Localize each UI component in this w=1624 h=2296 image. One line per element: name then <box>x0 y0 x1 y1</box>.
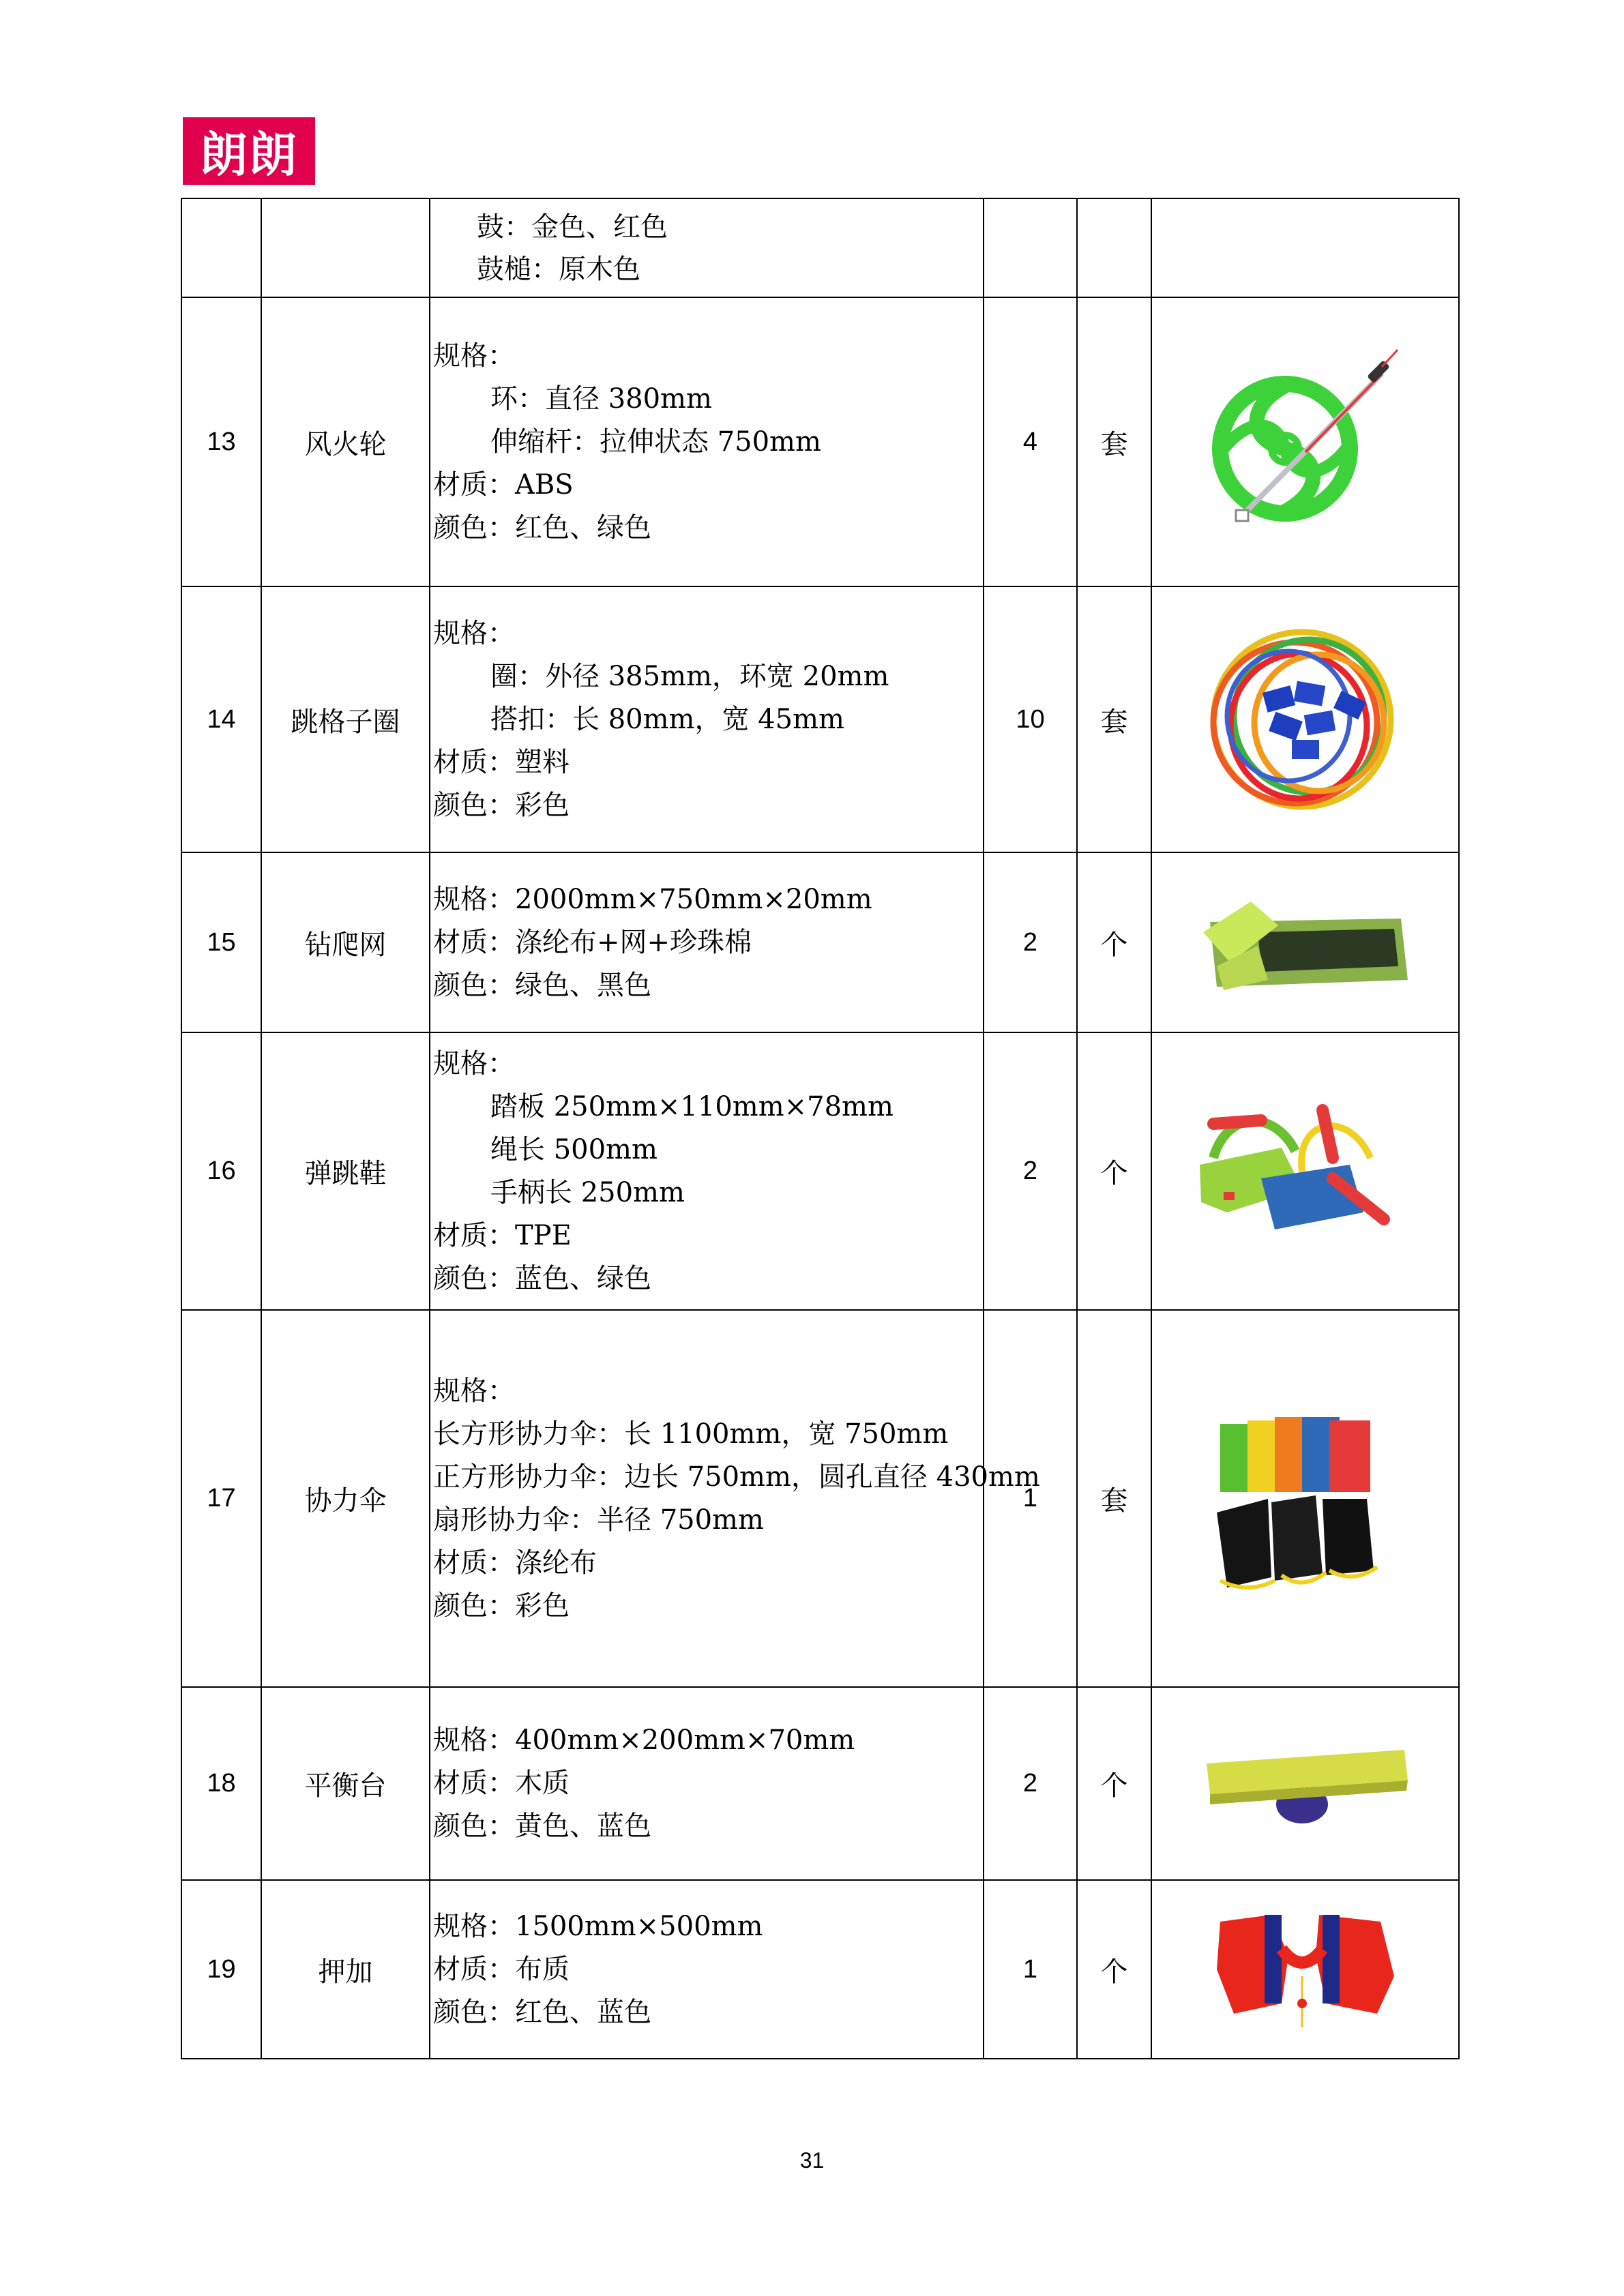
item-image-cell <box>1151 852 1459 1032</box>
spec-line: 规格： <box>433 340 515 372</box>
row-number: 13 <box>181 297 261 586</box>
item-quantity <box>984 198 1077 297</box>
spec-line: 环：直径 380mm <box>490 383 712 415</box>
item-image-cell <box>1151 198 1459 297</box>
item-quantity: 4 <box>984 297 1077 586</box>
spec-line: 颜色：彩色 <box>433 1590 570 1622</box>
spec-line: 伸缩杆：拉伸状态 750mm <box>490 426 821 458</box>
item-quantity: 2 <box>984 852 1077 1032</box>
item-unit: 个 <box>1077 1880 1151 2059</box>
item-unit: 个 <box>1077 1032 1151 1310</box>
row-number: 15 <box>181 852 261 1032</box>
table-row <box>181 586 1459 852</box>
spec-line: 规格： <box>433 1375 515 1407</box>
spec-line: 踏板 250mm×110mm×78mm <box>490 1090 894 1122</box>
cooperation-umbrella-photo <box>1207 1397 1404 1601</box>
item-spec <box>430 297 984 586</box>
item-image-cell <box>1151 1032 1459 1310</box>
spec-line: 搭扣：长 80mm，宽 45mm <box>490 703 844 735</box>
spec-line: 材质：布质 <box>433 1953 570 1985</box>
hopscotch-rings-photo <box>1200 621 1411 818</box>
spec-line: 规格：1500mm×500mm <box>433 1910 763 1942</box>
spec-line: 规格：2000mm×750mm×20mm <box>433 883 872 915</box>
item-image-cell <box>1151 297 1459 586</box>
spec-line: 颜色：黄色、蓝色 <box>433 1810 651 1842</box>
yajia-tug-belt-photo <box>1207 1901 1404 2038</box>
item-image-cell <box>1151 1687 1459 1880</box>
spec-line: 材质：ABS <box>433 468 574 501</box>
item-unit: 个 <box>1077 852 1151 1032</box>
item-name: 协力伞 <box>261 1310 430 1687</box>
item-quantity: 2 <box>984 1687 1077 1880</box>
item-name: 弹跳鞋 <box>261 1032 430 1310</box>
item-spec <box>430 586 984 852</box>
brand-logo <box>183 117 315 185</box>
spec-line: 扇形协力伞：半径 750mm <box>433 1504 764 1536</box>
row-number <box>181 198 261 297</box>
table-row <box>181 1310 1459 1687</box>
spec-line: 颜色：绿色、黑色 <box>433 969 651 1001</box>
spec-line: 鼓：金色、红色 <box>477 211 668 243</box>
spec-line: 颜色：红色、绿色 <box>433 511 651 543</box>
table-row <box>181 297 1459 586</box>
crawl-net-photo <box>1196 884 1415 1000</box>
spec-line: 绳长 500mm <box>490 1133 658 1165</box>
item-quantity: 1 <box>984 1310 1077 1687</box>
item-unit: 套 <box>1077 297 1151 586</box>
spec-line: 颜色：红色、蓝色 <box>433 1996 651 2028</box>
row-number: 19 <box>181 1880 261 2059</box>
row-number: 16 <box>181 1032 261 1310</box>
table-row <box>181 1032 1459 1310</box>
spec-line: 颜色：彩色 <box>433 789 570 821</box>
jumping-shoes-photo <box>1186 1083 1425 1260</box>
spec-line: 材质：涤纶布 <box>433 1547 597 1579</box>
page-number: 31 <box>799 2148 825 2173</box>
item-spec <box>430 852 984 1032</box>
item-image-cell <box>1151 1310 1459 1687</box>
brand-logo-text: 朗朗 <box>200 127 298 183</box>
spec-line: 长方形协力伞：长 1100mm，宽 750mm <box>433 1418 949 1450</box>
item-spec <box>430 1032 984 1310</box>
item-unit: 套 <box>1077 1310 1151 1687</box>
table-row <box>181 1880 1459 2059</box>
item-name: 钻爬网 <box>261 852 430 1032</box>
spec-line: 鼓槌：原木色 <box>477 253 640 285</box>
item-name: 风火轮 <box>261 297 430 586</box>
item-name: 押加 <box>261 1880 430 2059</box>
item-image-cell <box>1151 586 1459 852</box>
spec-line: 规格： <box>433 617 515 649</box>
item-name <box>261 198 430 297</box>
spec-line: 规格： <box>433 1047 515 1079</box>
item-quantity: 1 <box>984 1880 1077 2059</box>
item-unit <box>1077 198 1151 297</box>
wind-fire-wheel-photo <box>1203 346 1408 537</box>
spec-line: 手柄长 250mm <box>490 1176 685 1208</box>
equipment-spec-table <box>181 198 1460 2059</box>
item-name: 平衡台 <box>261 1687 430 1880</box>
row-number: 14 <box>181 586 261 852</box>
spec-line: 正方形协力伞：边长 750mm，圆孔直径 430mm <box>433 1461 1040 1493</box>
balance-board-photo <box>1190 1733 1421 1835</box>
spec-line: 材质：涤纶布+网+珍珠棉 <box>433 926 752 958</box>
row-number: 18 <box>181 1687 261 1880</box>
table-row <box>181 1687 1459 1880</box>
spec-line: 材质：TPE <box>433 1219 572 1251</box>
item-spec <box>430 198 984 297</box>
item-spec <box>430 1310 1040 1687</box>
item-quantity: 10 <box>984 586 1077 852</box>
item-unit: 个 <box>1077 1687 1151 1880</box>
spec-line: 圈：外径 385mm，环宽 20mm <box>490 660 889 692</box>
spec-line: 材质：塑料 <box>433 746 570 778</box>
table-row <box>181 198 1459 297</box>
spec-line: 材质：木质 <box>433 1768 570 1799</box>
table-row <box>181 852 1459 1032</box>
item-image-cell <box>1151 1880 1459 2059</box>
item-spec <box>430 1880 984 2059</box>
row-number: 17 <box>181 1310 261 1687</box>
spec-line: 颜色：蓝色、绿色 <box>433 1262 651 1294</box>
spec-line: 规格：400mm×200mm×70mm <box>433 1725 855 1756</box>
item-unit: 套 <box>1077 586 1151 852</box>
item-spec <box>430 1687 984 1880</box>
item-name: 跳格子圈 <box>261 586 430 852</box>
item-quantity: 2 <box>984 1032 1077 1310</box>
